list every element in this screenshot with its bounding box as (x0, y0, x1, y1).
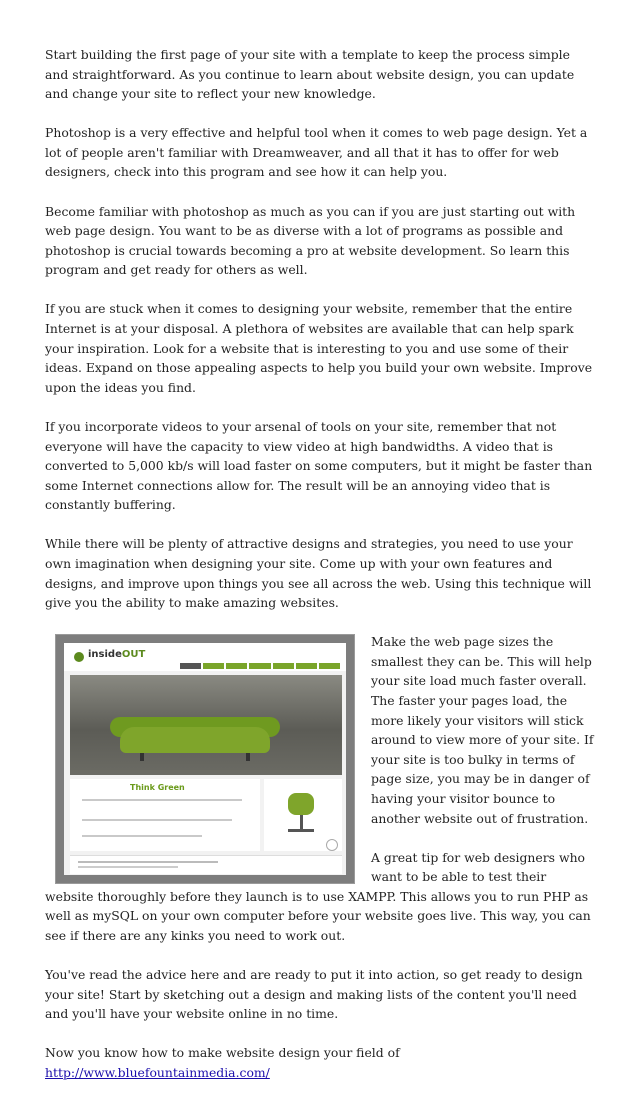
mock-text-line (82, 819, 232, 821)
mock-hero-sofa (70, 675, 342, 775)
paragraph-4: If you are stuck when it comes to designing your website, remember that the entire Internet is at your disposal. A plethora of websites are available that can help spark your inspiration. Look for a website that is interesting to you and use some of their ideas. Expand on those appealing aspects to help you build your own website. Improve upon the ideas you find. (45, 301, 593, 395)
closing-text: Now you know how to make website design your field of (45, 1045, 400, 1061)
screenshot-content (64, 643, 346, 875)
logo-icon (74, 652, 84, 662)
mock-footer (70, 855, 342, 874)
paragraph-8: A great tip for web designers who want to be able to test their website thoroughly before they launch is to use XAMPP. This allows you to run PHP as well as mySQL on your own computer before your website goes live. This way, you can see if there are any kinks you need to work out. (45, 849, 591, 944)
paragraph-3: Become familiar with photoshop as much as you can if you are just starting out with web page design. You want to be as diverse with a lot of programs as possible and photoshop is crucial towards becoming a pro at website development. So learn this program and get ready for others as well. (45, 203, 576, 278)
mock-text-line (82, 799, 242, 801)
figure-block (45, 632, 595, 945)
logo-text-inside: inside (88, 649, 122, 661)
sofa-leg (246, 753, 250, 761)
paragraph-7: Make the web page sizes the smallest they can be. This will help your site load much faster overall. The faster your pages load, the more likely your visitors will stick around to view more of your site. If your site is too bulky in terms of page size, you may be in danger of having your visitor bounce to another website out of frustration. (371, 634, 594, 826)
mock-header (64, 643, 346, 671)
paragraph-1: Start building the first page of your site with a template to keep the process simple and straightforward. As you continue to learn about website design, you can update and change your site to reflect your new knowledge. (45, 47, 575, 102)
paragraph-9: You've read the advice here and are ready to put it into action, so get ready to design your site! Start by sketching out a design and making lists of the content you'll need and you'll have your website online in no time. (45, 967, 583, 1022)
bluefountainmedia-link[interactable]: http://www.bluefountainmedia.com/ (45, 1065, 270, 1081)
article-body (45, 45, 595, 1102)
chair-seat-shape (288, 793, 314, 815)
screenshot-frame (55, 634, 355, 884)
mock-text-line (82, 835, 202, 837)
paragraph-2: Photoshop is a very effective and helpful tool when it comes to web page design. Yet a lot of people aren't familiar with Dreamweaver, and all that it has to offer for web designers, check into this program and see how it can help you. (45, 125, 588, 180)
mock-nav (180, 663, 340, 669)
logo-text-out: OUT (121, 649, 146, 661)
sofa-leg (140, 753, 144, 761)
mock-panel-title: Think Green (130, 783, 185, 793)
mock-logo (88, 649, 145, 660)
website-screenshot-image (55, 634, 355, 884)
paragraph-10 (45, 1043, 595, 1082)
mock-panel (70, 779, 260, 851)
paragraph-5: If you incorporate videos to your arsenal of tools on your site, remember that not everyone will have the capacity to view video at high bandwidths. A video that is converted to 5,000 kb/s will load faster on some computers, but it might be faster than some Internet connections allow for. The result will be an annoying video that is constantly buffering. (45, 418, 593, 513)
sofa-seat-shape (120, 727, 270, 753)
chair-base-shape (288, 829, 314, 832)
paragraph-6: While there will be plenty of attractive designs and strategies, you need to use your own imagination when designing your site. Come up with your own features and designs, and improve upon things you see all across the web. Using this technique will give you the ability to make amazing websites. (45, 536, 592, 611)
chair-stem-shape (300, 815, 303, 829)
